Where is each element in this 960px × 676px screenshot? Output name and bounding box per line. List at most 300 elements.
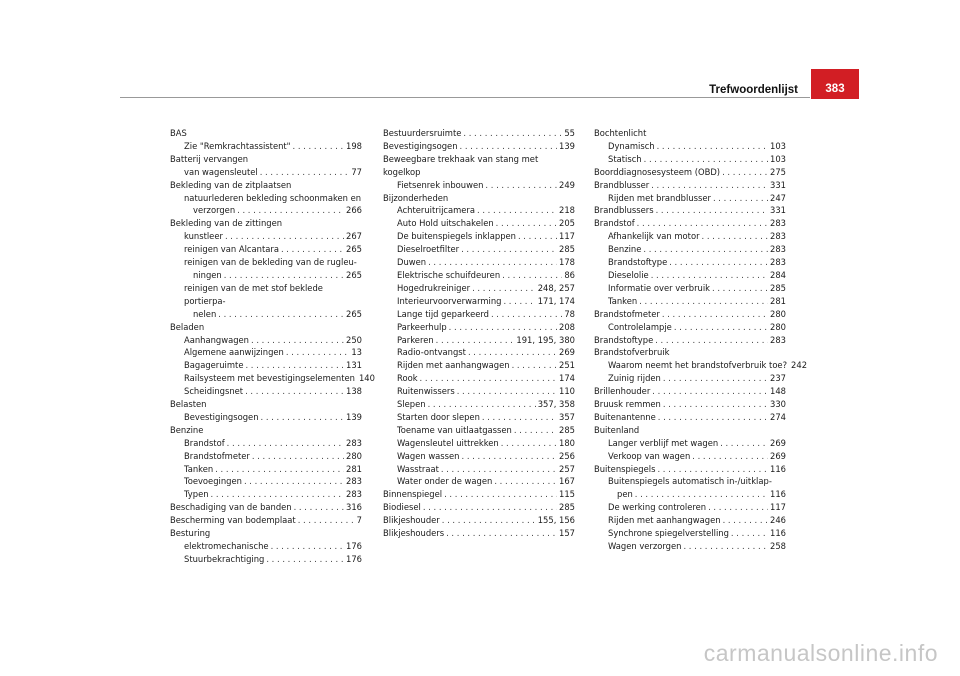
- index-term: kunstleer: [184, 231, 223, 242]
- dot-leader: [457, 385, 557, 398]
- index-term: Dieselroetfilter: [397, 244, 460, 255]
- index-term: Scheidingsnet: [184, 386, 244, 397]
- index-term: Algemene aanwijzingen: [184, 347, 284, 358]
- index-term: Brandstofmeter: [184, 450, 250, 461]
- index-term: elektromechanische: [184, 541, 269, 551]
- index-term: Blikjeshouder: [383, 515, 440, 526]
- page-reference: 285: [559, 244, 575, 255]
- index-entry: [594, 463, 786, 476]
- dot-leader: [720, 437, 768, 450]
- index-entry: Bekleding van de zitplaatsen: [170, 179, 292, 190]
- index-entry: [383, 385, 575, 398]
- page-reference: 157: [559, 528, 575, 539]
- dot-leader: [227, 437, 344, 450]
- index-term: nelen: [193, 308, 217, 319]
- dot-leader: [637, 217, 768, 230]
- index-entry: [594, 153, 786, 166]
- index-term: Bagageruimte: [184, 360, 244, 371]
- index-entry: [170, 269, 362, 282]
- dot-leader: [420, 372, 557, 385]
- index-entry: [594, 334, 786, 347]
- index-term: Waarom neemt het brandstofverbruik toe?: [608, 360, 788, 371]
- index-entry: [170, 501, 362, 514]
- index-term: Biodiesel: [383, 502, 421, 513]
- dot-leader: [639, 295, 768, 308]
- dot-leader: [436, 334, 515, 347]
- page-reference: 155, 156: [537, 515, 575, 526]
- index-entry: [594, 411, 786, 424]
- page-reference: 283: [770, 334, 786, 345]
- index-entry: [594, 140, 786, 153]
- dot-leader: [245, 359, 344, 372]
- index-term: De buitenspiegels inklappen: [397, 231, 516, 242]
- index-term: ningen: [193, 269, 222, 280]
- index-entry: [594, 527, 786, 540]
- index-column-2: [383, 127, 575, 540]
- page-reference: 176: [346, 541, 362, 551]
- index-term: Binnenspiegel: [383, 489, 443, 500]
- page-reference: 218: [559, 205, 575, 216]
- page-reference: 265: [346, 244, 362, 255]
- index-term: Informatie over verbruik: [608, 282, 710, 293]
- index-entry: Belasten: [170, 399, 207, 410]
- dot-leader: [635, 488, 768, 501]
- index-entry: [383, 346, 575, 359]
- index-entry: Brandstofverbruik: [594, 347, 670, 358]
- index-entry: [383, 321, 575, 334]
- index-term: van wagensleutel: [184, 166, 258, 177]
- index-entry: [170, 553, 362, 566]
- index-term: De werking controleren: [608, 502, 707, 513]
- dot-leader: [655, 334, 768, 347]
- dot-leader: [502, 269, 562, 282]
- page-reference: 274: [770, 411, 786, 422]
- index-entry: Bochtenlicht: [594, 128, 647, 138]
- page-reference: 280: [770, 308, 786, 319]
- index-entry: [170, 514, 362, 527]
- dot-leader: [472, 282, 536, 295]
- index-entry: [594, 321, 786, 334]
- page-reference: 265: [346, 308, 362, 319]
- index-entry: Bekleding van de zittingen: [170, 218, 283, 229]
- index-term: Brandstofmeter: [594, 308, 660, 319]
- index-entry: natuurlederen bekleding schoonmaken en: [184, 192, 362, 203]
- page-reference: 117: [770, 502, 786, 513]
- dot-leader: [428, 398, 536, 411]
- index-entry: [170, 372, 375, 385]
- index-entry: [170, 308, 362, 321]
- page-reference: 249: [559, 179, 575, 190]
- index-term: Parkeren: [397, 334, 434, 345]
- index-term: Radio-ontvangst: [397, 347, 466, 358]
- index-entry: [170, 450, 362, 463]
- index-term: Langer verblijf met wagen: [608, 437, 719, 448]
- index-entry: [594, 540, 786, 553]
- index-entry: [383, 334, 575, 347]
- dot-leader: [702, 230, 768, 243]
- page-reference: 250: [346, 334, 362, 345]
- dot-leader: [468, 346, 557, 359]
- page-reference: 191, 195, 380: [516, 334, 575, 345]
- index-term: Dieselolie: [608, 269, 649, 280]
- index-term: Rook: [397, 373, 418, 384]
- page-reference: 78: [564, 308, 575, 319]
- index-term: Railsysteem met bevestigingselementen: [184, 373, 355, 384]
- index-entry: [594, 359, 808, 372]
- index-entry: [383, 295, 575, 308]
- index-entry: [170, 411, 362, 424]
- page-reference: 266: [346, 205, 362, 216]
- page-reference: 258: [770, 541, 786, 551]
- index-term: Controlelampje: [608, 321, 672, 332]
- index-entry: [170, 540, 362, 553]
- page-reference: 86: [564, 269, 575, 280]
- index-entry: [383, 179, 575, 192]
- dot-leader: [644, 153, 768, 166]
- index-entry: [383, 359, 575, 372]
- index-entry: [383, 256, 575, 269]
- index-entry: [170, 243, 362, 256]
- index-entry: [594, 282, 786, 295]
- page-reference: 248, 257: [537, 282, 575, 293]
- dot-leader: [260, 166, 350, 179]
- index-term: Benzine: [608, 244, 642, 255]
- dot-leader: [708, 501, 768, 514]
- index-term: Wagensleutel uittrekken: [397, 437, 499, 448]
- index-term: Elektrische schuifdeuren: [397, 269, 501, 280]
- index-entry: [594, 230, 786, 243]
- page-reference: 283: [346, 437, 362, 448]
- page-reference: 269: [770, 437, 786, 448]
- index-term: Brandblussers: [594, 205, 654, 216]
- dot-leader: [482, 411, 557, 424]
- dot-leader: [251, 334, 344, 347]
- index-entry: [383, 424, 575, 437]
- index-term: Wagen wassen: [397, 450, 460, 461]
- page-reference: 316: [346, 502, 362, 513]
- dot-leader: [674, 321, 768, 334]
- index-term: Dynamisch: [608, 140, 655, 151]
- dot-leader: [501, 437, 557, 450]
- index-term: Toevoegingen: [184, 476, 242, 487]
- dot-leader: [294, 501, 344, 514]
- index-entry: Buitenspiegels automatisch in-/uitklap-: [608, 476, 772, 487]
- dot-leader: [462, 450, 558, 463]
- index-term: Beschadiging van de banden: [170, 502, 292, 513]
- index-entry: Benzine: [170, 424, 204, 435]
- dot-leader: [712, 282, 768, 295]
- index-term: Bescherming van bodemplaat: [170, 515, 296, 526]
- index-entry: [383, 527, 575, 540]
- index-entry: Besturing: [170, 528, 211, 539]
- index-entry: [594, 256, 786, 269]
- page-reference: 116: [770, 528, 786, 539]
- dot-leader: [512, 359, 557, 372]
- index-term: Slepen: [397, 399, 426, 410]
- index-entry: [170, 475, 362, 488]
- index-entry: reinigen van de met stof beklede portierpa-: [184, 282, 323, 306]
- index-entry: [594, 269, 786, 282]
- index-term: Synchrone spiegelverstelling: [608, 528, 729, 539]
- index-entry: [383, 282, 575, 295]
- dot-leader: [494, 475, 557, 488]
- index-entry: [170, 140, 362, 153]
- dot-leader: [245, 385, 344, 398]
- dot-leader: [298, 514, 355, 527]
- dot-leader: [444, 488, 557, 501]
- dot-leader: [643, 243, 768, 256]
- page-reference: 283: [770, 257, 786, 268]
- dot-leader: [651, 179, 768, 192]
- page-title: Trefwoordenlijst: [709, 84, 798, 96]
- page-reference: 131: [346, 360, 362, 371]
- page-reference: 251: [559, 360, 575, 371]
- page-reference: 281: [770, 295, 786, 306]
- index-term: Zuinig rijden: [608, 373, 661, 384]
- index-entry: [383, 372, 575, 385]
- index-term: Stuurbekrachtiging: [184, 553, 265, 564]
- index-entry: [383, 450, 575, 463]
- dot-leader: [518, 230, 557, 243]
- page-reference: 139: [346, 411, 362, 422]
- dot-leader: [503, 295, 535, 308]
- index-column-3: [594, 127, 808, 553]
- index-entry: BAS: [170, 128, 187, 138]
- index-entry: [170, 230, 362, 243]
- page-reference: 257: [559, 463, 575, 474]
- page-reference: 283: [346, 476, 362, 487]
- dot-leader: [723, 514, 768, 527]
- dot-leader: [731, 527, 768, 540]
- dot-leader: [657, 463, 768, 476]
- index-term: verzorgen: [193, 205, 236, 216]
- page-reference: 208: [559, 321, 575, 332]
- index-entry: [383, 269, 575, 282]
- page-reference: 55: [564, 128, 575, 138]
- dot-leader: [266, 553, 344, 566]
- index-term: Tanken: [184, 463, 214, 474]
- index-term: Hogedrukreiniger: [397, 282, 471, 293]
- page-reference: 138: [346, 386, 362, 397]
- index-term: Achteruitrijcamera: [397, 205, 476, 216]
- page-reference: 280: [346, 450, 362, 461]
- index-entry: [383, 230, 575, 243]
- index-entry: Batterij vervangen: [170, 153, 249, 164]
- index-entry: [383, 501, 575, 514]
- page-reference: 331: [770, 205, 786, 216]
- index-term: Wagen verzorgen: [608, 541, 682, 551]
- index-term: Toename van uitlaatgassen: [397, 424, 512, 435]
- index-term: pen: [617, 489, 633, 500]
- dot-leader: [252, 450, 344, 463]
- page-reference: 247: [770, 192, 786, 203]
- dot-leader: [423, 501, 557, 514]
- index-term: Bevestigingsogen: [383, 140, 458, 151]
- index-entry: [383, 308, 575, 321]
- index-entry: [594, 501, 786, 514]
- index-term: Bruusk remmen: [594, 399, 661, 410]
- index-entry: [594, 372, 786, 385]
- index-entry: [383, 475, 575, 488]
- page-reference: 205: [559, 218, 575, 229]
- dot-leader: [428, 256, 557, 269]
- index-entry: [170, 488, 362, 501]
- index-entry: [594, 398, 786, 411]
- index-entry: [594, 217, 786, 230]
- index-term: Bestuurdersruimte: [383, 128, 462, 138]
- dot-leader: [692, 450, 768, 463]
- index-term: Zie "Remkrachtassistent": [184, 140, 291, 151]
- index-entry: [594, 295, 786, 308]
- page-reference: 283: [770, 231, 786, 242]
- index-term: Ruitenwissers: [397, 386, 455, 397]
- index-term: Brandstoftype: [594, 334, 654, 345]
- page-reference: 116: [770, 489, 786, 500]
- index-entry: [594, 437, 786, 450]
- index-entry: [170, 463, 362, 476]
- page-reference: 167: [559, 476, 575, 487]
- index-entry: [383, 204, 575, 217]
- dot-leader: [441, 463, 557, 476]
- index-term: Rijden met brandblusser: [608, 192, 711, 203]
- page-number-badge: 383: [811, 69, 859, 99]
- index-column-1: [170, 127, 375, 566]
- header-divider: [120, 97, 810, 98]
- index-entry: [383, 127, 575, 140]
- index-term: Rijden met aanhangwagen: [608, 515, 721, 526]
- page-reference: 148: [770, 386, 786, 397]
- index-term: Typen: [184, 489, 209, 500]
- dot-leader: [218, 308, 344, 321]
- page-reference: 116: [770, 463, 786, 474]
- dot-leader: [491, 308, 562, 321]
- page-reference: 267: [346, 231, 362, 242]
- dot-leader: [286, 346, 349, 359]
- page-reference: 246: [770, 515, 786, 526]
- dot-leader: [237, 204, 344, 217]
- index-term: Brandblusser: [594, 179, 650, 190]
- dot-leader: [463, 127, 562, 140]
- dot-leader: [477, 204, 557, 217]
- index-term: Verkoop van wagen: [608, 450, 691, 461]
- index-entry: Beweegbare trekhaak van stang met kogelkop: [383, 153, 539, 177]
- index-entry: [170, 346, 362, 359]
- index-term: Fietsenrek inbouwen: [397, 179, 484, 190]
- index-term: Buitenspiegels: [594, 463, 656, 474]
- dot-leader: [442, 514, 536, 527]
- index-entry: [594, 514, 786, 527]
- page-reference: 13: [351, 347, 362, 358]
- index-entry: [594, 243, 786, 256]
- index-entry: Beladen: [170, 321, 205, 332]
- index-entry: [383, 411, 575, 424]
- page-reference: 176: [346, 553, 362, 564]
- dot-leader: [656, 204, 768, 217]
- index-entry: [383, 463, 575, 476]
- index-entry: [594, 450, 786, 463]
- page-reference: 178: [559, 257, 575, 268]
- index-entry: [383, 243, 575, 256]
- page-reference: 174: [559, 373, 575, 384]
- page-reference: 285: [559, 424, 575, 435]
- dot-leader: [658, 411, 768, 424]
- dot-leader: [224, 269, 344, 282]
- dot-leader: [281, 243, 344, 256]
- page-reference: 284: [770, 269, 786, 280]
- dot-leader: [651, 269, 768, 282]
- index-term: Brandstoftype: [608, 257, 668, 268]
- index-term: Aanhangwagen: [184, 334, 249, 345]
- index-term: Bevestigingsogen: [184, 411, 259, 422]
- index-term: Wasstraat: [397, 463, 439, 474]
- dot-leader: [461, 243, 557, 256]
- page-reference: 180: [559, 437, 575, 448]
- dot-leader: [271, 540, 344, 553]
- dot-leader: [496, 217, 557, 230]
- index-term: Statisch: [608, 153, 642, 164]
- index-entry: [383, 488, 575, 501]
- dot-leader: [683, 540, 768, 553]
- page-reference: 269: [770, 450, 786, 461]
- index-term: Blikjeshouders: [383, 528, 445, 539]
- index-entry: [170, 385, 362, 398]
- index-term: Tanken: [608, 295, 638, 306]
- page-reference: 285: [559, 502, 575, 513]
- index-entry: [383, 398, 575, 411]
- index-term: reinigen van Alcantara: [184, 244, 279, 255]
- index-term: Brandstof: [594, 218, 635, 229]
- page-reference: 110: [559, 386, 575, 397]
- index-term: Brandstof: [184, 437, 225, 448]
- page-reference: 242: [791, 360, 808, 371]
- page-reference: 117: [559, 231, 575, 242]
- page-reference: 269: [559, 347, 575, 358]
- page-reference: 115: [559, 489, 575, 500]
- dot-leader: [662, 308, 768, 321]
- page-reference: 103: [770, 153, 786, 164]
- index-entry: [383, 217, 575, 230]
- dot-leader: [669, 256, 768, 269]
- index-entry: [170, 437, 362, 450]
- dot-leader: [663, 398, 768, 411]
- index-entry: [594, 308, 786, 321]
- index-entry: Buitenland: [594, 424, 640, 435]
- index-entry: [170, 166, 362, 179]
- index-term: Afhankelijk van motor: [608, 231, 700, 242]
- index-entry: reinigen van de bekleding van de rugleu-: [184, 257, 357, 268]
- page-reference: 198: [346, 140, 362, 151]
- page-reference: 103: [770, 140, 786, 151]
- page-reference: 140: [358, 373, 375, 384]
- index-entry: [170, 334, 362, 347]
- index-term: Buitenantenne: [594, 411, 656, 422]
- page-reference: 330: [770, 399, 786, 410]
- page-reference: 256: [559, 450, 575, 461]
- index-entry: [594, 488, 786, 501]
- page-reference: 237: [770, 373, 786, 384]
- index-entry: [594, 179, 786, 192]
- page-reference: 331: [770, 179, 786, 190]
- index-term: Water onder de wagen: [397, 476, 493, 487]
- page-reference: 280: [770, 321, 786, 332]
- page-reference: 357: [559, 411, 575, 422]
- dot-leader: [514, 424, 557, 437]
- index-term: Boorddiagnosesysteem (OBD): [594, 166, 721, 177]
- page-reference: 285: [770, 282, 786, 293]
- index-entry: [170, 204, 362, 217]
- dot-leader: [211, 488, 344, 501]
- page-reference: 283: [770, 218, 786, 229]
